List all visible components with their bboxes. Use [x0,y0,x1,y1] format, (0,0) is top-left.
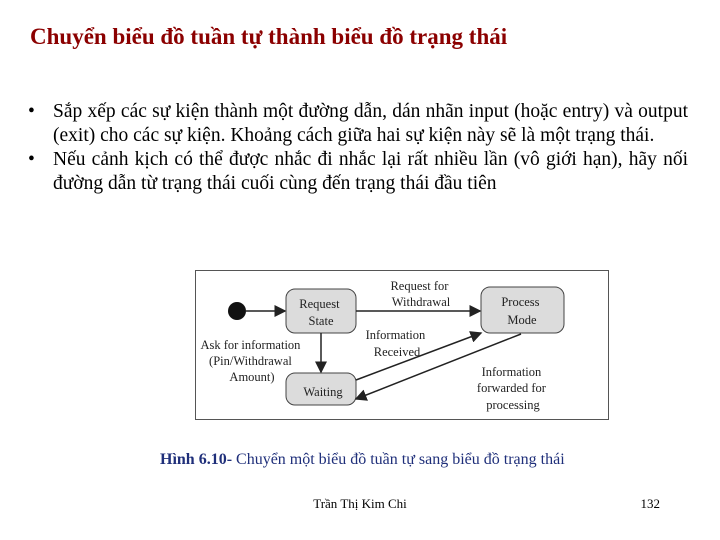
label-request-withdrawal: Request for Withdrawal [390,279,451,309]
figure-caption [160,451,620,469]
state-diagram-figure [195,270,609,420]
bullet-marker: • [28,101,35,122]
label-ask-information: Ask for information (Pin/Withdrawal Amount) [200,338,301,384]
bullet-item [28,100,688,148]
state-waiting-label: Waiting [303,385,343,399]
page-number: 132 [640,496,660,511]
figure-caption-label: Hình 6.10- [160,451,233,468]
state-request-label: Request State [299,297,340,328]
state-process-mode-label: Process Mode [501,295,540,327]
label-information-forwarded: Information forwarded for processing [476,365,546,412]
label-information-received: Information Received [365,328,426,359]
initial-state-dot [228,302,246,320]
bullet-item [28,148,688,196]
bullet-marker: • [28,149,35,170]
figure-caption-text: Chuyển một biểu đồ tuần tự sang biểu đồ trạng thái [232,451,565,468]
bullet-text: Sắp xếp các sự kiện thành một đường dẫn, dán nhãn input (hoặc entry) và output (exit) cho các sự kiện. Khoảng cách giữa hai sự kiện này sẽ là một trạng thái. [53,101,688,146]
state-diagram [195,270,609,420]
footer-author: Trần Thị Kim Chi [313,496,407,511]
bullet-text: Nếu cảnh kịch có thể được nhắc đi nhắc lại rất nhiều lần (vô giới hạn), hãy nối đường dẫn từ trạng thái cuối cùng đến trạng thái đầu tiên [53,149,688,194]
bullet-list [28,100,688,196]
slide-title: Chuyển biểu đồ tuần tự thành biểu đồ trạng thái [30,24,508,49]
